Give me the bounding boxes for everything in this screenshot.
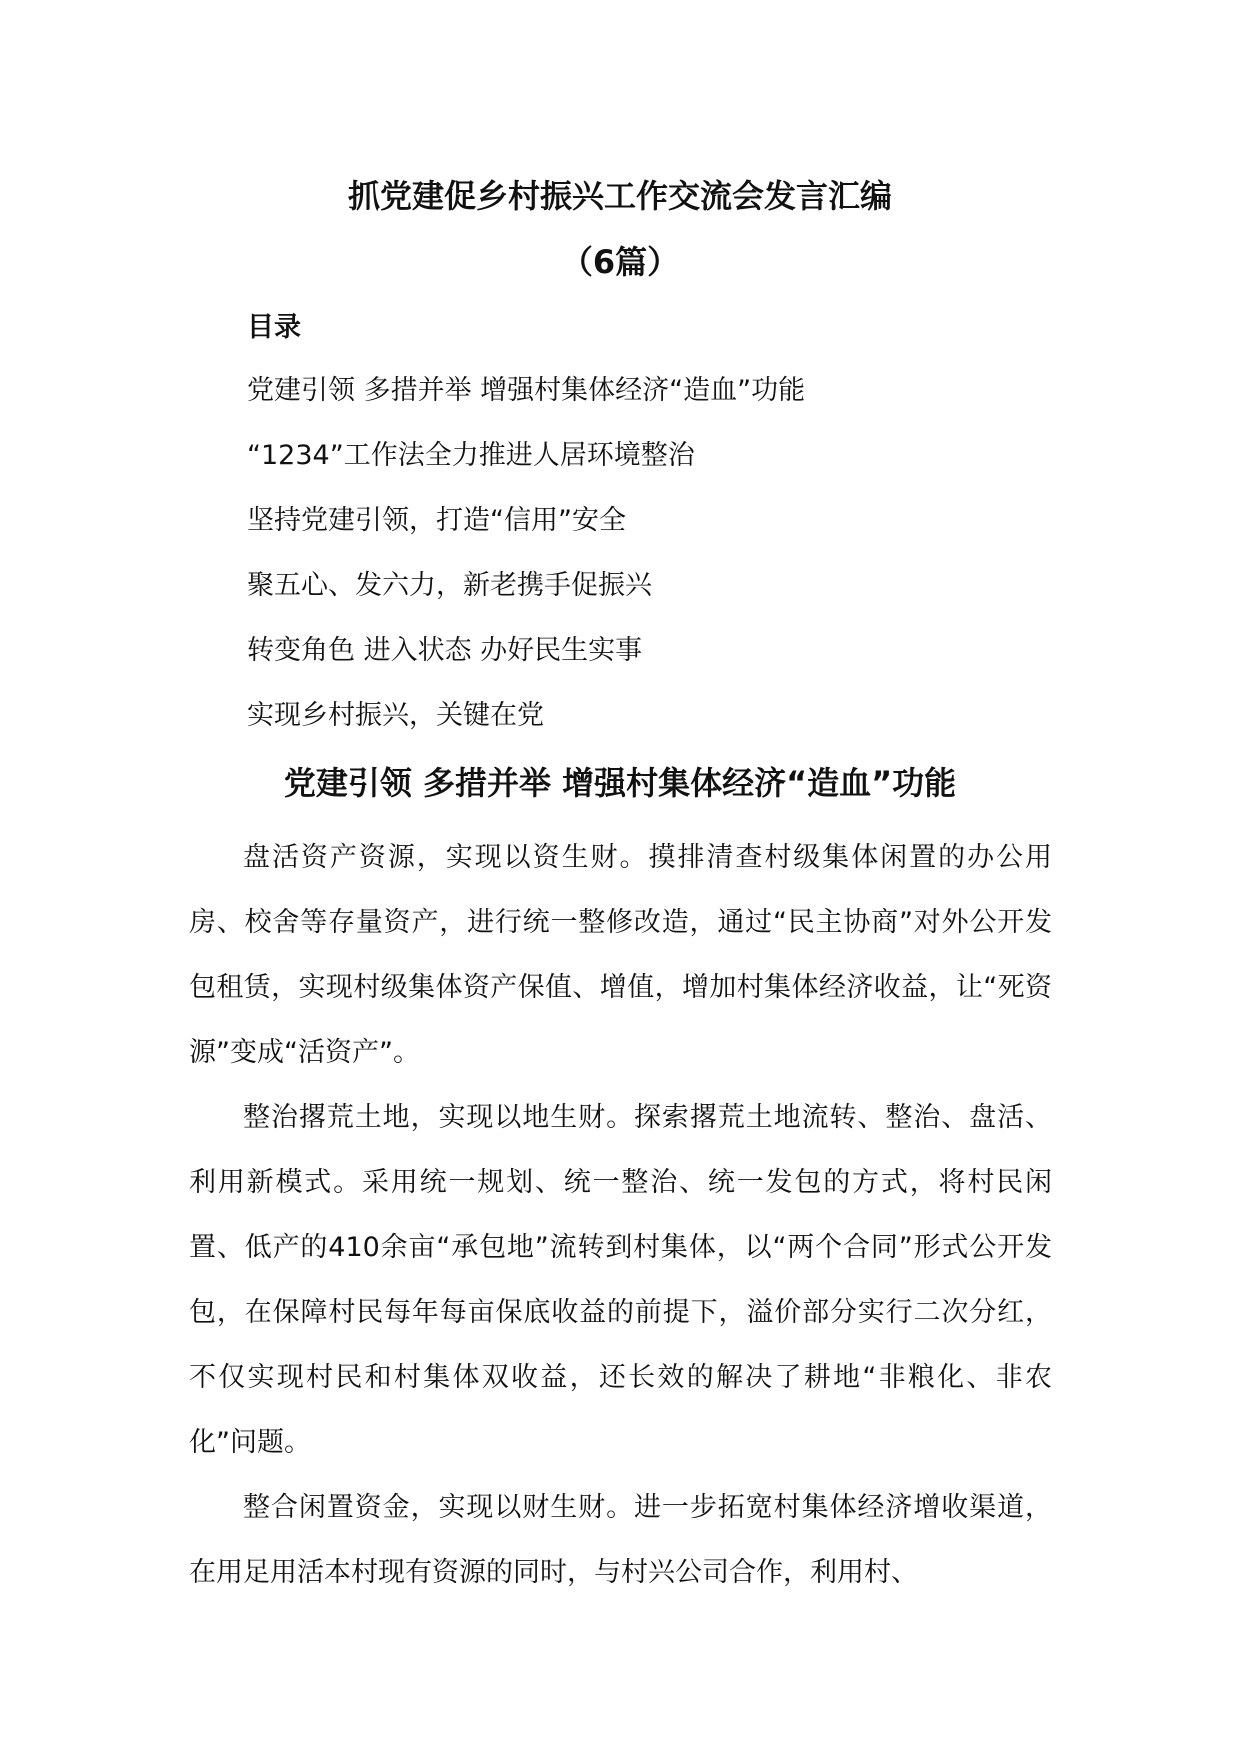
- toc-item: 聚五心、发六力，新老携手促振兴: [247, 570, 652, 601]
- body-paragraph: 盘活资产资源，实现以资生财。摸排清查村级集体闲置的办公用房、校舍等存量资产，进行统一整修改造，通过“民主协商”对外公开发包租赁，实现村级集体资产保值、增值，增加村集体经济收益，让“死资源”变成“活资产”。: [189, 842, 1052, 1068]
- body-paragraph: 整合闲置资金，实现以财生财。进一步拓宽村集体经济增收渠道，在用足用活本村现有资源的同时，与村兴公司合作，利用村、: [189, 1492, 1052, 1588]
- toc-item: “1234”工作法全力推进人居环境整治: [247, 440, 695, 471]
- toc-heading: 目录: [247, 312, 301, 343]
- toc-item: 实现乡村振兴，关键在党: [247, 700, 544, 731]
- document-title: 抓党建促乡村振兴工作交流会发言汇编: [347, 177, 892, 215]
- toc-item: 党建引领 多措并举 增强村集体经济“造血”功能: [247, 375, 806, 406]
- section-title: 党建引领 多措并举 增强村集体经济“造血”功能: [283, 764, 957, 802]
- toc-item: 转变角色 进入状态 办好民生实事: [247, 635, 643, 666]
- section-body: [189, 825, 1052, 1605]
- table-of-contents: [247, 373, 805, 763]
- body-paragraph: 整治撂荒土地，实现以地生财。探索撂荒土地流转、整治、盘活、利用新模式。采用统一规划、统一整治、统一发包的方式，将村民闲置、低产的410余亩“承包地”流转到村集体，以“两个合同”形式公开发包，在保障村民每年每亩保底收益的前提下，溢价部分实行二次分红，不仅实现村民和村集体双收益，还长效的解决了耕地“非粮化、非农化”问题。: [189, 1102, 1052, 1458]
- document-subtitle: （6篇）: [560, 243, 680, 281]
- toc-item: 坚持党建引领，打造“信用”安全: [247, 505, 626, 536]
